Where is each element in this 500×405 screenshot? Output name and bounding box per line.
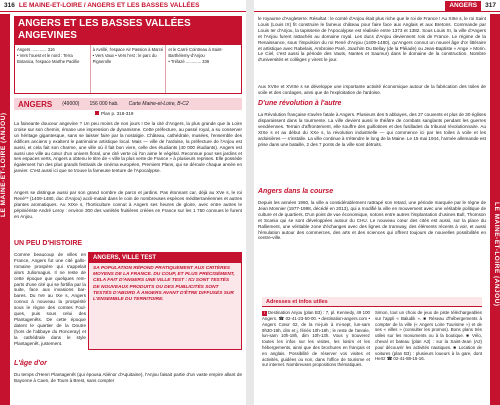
left-chapter-sidebar: LE MAINE-ET-LOIRE (ANJOU) xyxy=(0,14,10,405)
golden-age-heading: L'âge d'or xyxy=(14,360,47,367)
angers-test-callout xyxy=(88,252,242,350)
city-name: ANGERS xyxy=(18,99,53,109)
left-running-head xyxy=(0,0,246,12)
toc-column-3: et le Carré Cointreau à Saint-Barthélemy-d'Anjou • Trélazé ............. 336 xyxy=(168,47,223,64)
right-page-number: 317 xyxy=(485,2,496,9)
intro-paragraph-2: Angers se distingue aussi par son grand nombre de parcs et jardins. Pas étonnant car, déjà au XVe s, le roi René** (1409-1480, duc d'Anjou) accli-matait dans le coin de nombreuses espèces méditerranéennes et autres plantes aromatiques. Au XIXe s, l'horticulture connut à Angers ses heures de gloire, avec entre autres le pépiniériste André Leroy : environ 300 des variétés fruitières créées en France sur les 1 750 connues le furent en Anjou. xyxy=(14,190,242,219)
economy-paragraph: Aux XVIIe et XVIIIe s se développe une importante activité économique autour de la fabrication des toiles de voile et des cordages, ainsi que de l'exploitation de l'ardoise. xyxy=(258,84,486,95)
chapter-title: ANGERS ET LES BASSES VALLÉES ANGEVINES xyxy=(14,16,242,44)
left-running-head-text: LE MAINE-ET-LOIRE / ANGERS ET LES BASSES VALLÉES xyxy=(18,2,200,9)
callout-body: SA POPULATION RÉPOND PRATIQUEMENT AUX CRITÈRES MOYENS DE LA FRANCE. DU COUP, ET PLUS PRÉCISÉMENT, CELA FAIT D'ANGERS UNE VILLE TEST : ICI SONT TESTÉS DE NOUVEAUX PRODUITS OU DES PUBLICITÉS SONT TESTÉS D'ABORD À ANGERS AVANT D'ÊTRE DIFFUSÉS SUR L'ENSEMBLE DU TERRITOIRE. xyxy=(93,266,235,303)
revolution-heading: D'une révolution à l'autre xyxy=(258,100,342,107)
info-services: Simon, tout un choix de jeux de piste téléchargeables sur l'appli « Baludik ». ■ Réseau d'hébergements à compter de la ville (« Angers Loire Tourisme ») et de ses « villes » (consulter les promos). Bons plans très utiles sur les monuments ou à la boutique. ■ Vélo, cheval et bateau (plan A3) : sur la Saint-Jean (A2) pour découvrir les activités nautiques. ■ Location de voitures (plan B3) : plusieurs loueurs à la gare, dont Hertz ☎ 02-41-88-15-16. xyxy=(375,310,482,362)
info-tourist-office xyxy=(262,310,370,404)
history-heading: UN PEU D'HISTOIRE xyxy=(14,240,83,247)
plan-bullet-icon xyxy=(95,111,99,115)
race-heading: Angers dans la course xyxy=(258,188,334,195)
city-postcode: (49000) xyxy=(62,101,80,107)
useful-info-heading: Adresses et infos utiles xyxy=(262,297,482,307)
history-continued: le royaume d'Angleterre. Résultat : le comté d'Anjou était plus riche que le roi de France ! Au XIIIe s, le roi Saint Louis (Louis IX) fit construire le fameux château pour faire face aux Anglais et aux Bretons. Commande par Louis Ier d'Anjou, la tapisserie de l'Apocalypse est réalisée entre 1373 et 1382. Sous Louis XI, la ville d'Angers et l'Anjou furent rattachés au domaine royal. Les ducs d'Anjou deviennent rois de France. Le régime de la Renaissance, sous l'impulsion du roi René d'Anjou (1409-1480), qu'Angers connut un nouvel âge d'or littéraire et artistique avec Rabelais, Ambroise Paré, Joachim Du Bellay (de la Pléiade) ou Jean-Baptiste « Ange » Morin. Le Ciel, c'est aussi la période des Vauts, Nantes et Saumur) dans le domaine de la construction. Nombre d'universités et collèges y virent le jour. xyxy=(258,16,486,63)
plan-reference xyxy=(95,111,133,116)
golden-age-text: Du temps d'Henri Plantagenêt (qui épousa Aliénor d'Aquitaine), l'Anjou faisait partie d'un vaste empire allant de Bayonne à Caen, de Tours à Brest, sans compter xyxy=(14,372,242,383)
right-chapter-sidebar: LE MAINE-ET-LOIRE (ANJOU) xyxy=(490,14,500,405)
right-running-head-text: ANGERS xyxy=(445,1,481,11)
toc-column-1: Angers ............. 316 • Vers l'ouest et le nord : Terra Botanica, l'espace Marthe Pacillie xyxy=(15,45,91,93)
info-left-text: Destination Anjou (plan B3) : 7, pl. Kennedy, 49 100 Angers. ☎ 02-41-23-50-00. • destination-angers.com • Angers Cœur 02, de la mi-juin à mi-sept, lun-sam 9h30-19h, dim et j. fériés 10h-18h ; le reste de l'année, lun-sam 10h-18h, dim 10h-13h. Vous y trouverez toutes les infos sur les visites, les loisirs et les hébergements, ainsi que des brochures en français et en anglais. Possibilité de réserver vos visites et activités, guidées ou non, dans l'office de tourisme et sur internet. Nombreuses propositions thématiques. xyxy=(262,310,370,368)
race-text: Depuis les années 1960, la ville a considérablement rattrapé son retard, une période marquée par le règne de Jean Monnier (1977-1998, décédé en 2013), qui a modifié la ville en mouvement avec une véritable politique de culture et de quartiers. D'un point de vue économique, notons entre autres l'implantation d'usines Bull, Thomson et Scania qui se sont développées autour du CHU. Le nouveau cœur des cités est aussi, sur la place du Ralliement, une véritable zone d'échanges avec des lignes de tramway, des éléments récents à voir, et aussi l'émulation autour des commerces, des arts et des sciences qui offrent toujours de nouvelles possibilités en centre-ville. xyxy=(258,200,486,241)
callout-title: ANGERS, VILLE TEST xyxy=(89,253,241,263)
plan-reference-text: Plan p. 318-319 xyxy=(101,111,134,116)
city-header xyxy=(14,98,242,110)
history-text: Comme beaucoup de villes en France, Angers fut une cité gallo-romaine prospère qui s'appelait alors Juliomagus. Il ne reste de cette époque que quelques rem-parts d'une cité qui se fortifia par la suite, face aux invasions bar-bares. Du IVe au IXe s, Angers connut à nouveau la prospérité sous le règne des comtes Foul-ques, puis sous celui des Plantagenêts. De cette époque datent le quartier de la Doutre (hors de l'abbaye du Ronceray) et la cathédrale dans le style Plantagenêt, justement. xyxy=(14,252,86,346)
revolution-text: La Révolution française s'avère fatale à Angers. Plusieurs des 5 abbayes, des 27 couvents et plus de 30 églises disparaissent dans la tourmente. La ville devient aussi le théâtre de combats sanglants pendant les guerres vendéennes. Terrain d'affrontement, elle souffre des guillotines et des fusillades du tribunal révolutionnaire. Au XIXe s et au début du XXe s, la révolution industrielle — qui commence ici par les toiles à voile et les ardoisières — s'installe. La ville continue à s'étendre le long de la Maine. Le 15 mai 1944, l'armée allemande est prise dans une bataille, 2 des 7 ponts de la ville sont détruits. xyxy=(258,112,486,147)
left-page xyxy=(0,0,246,405)
right-running-head xyxy=(254,0,500,12)
page-gutter xyxy=(246,0,254,405)
city-map-ref: Carte Maine-et-Loire, B-C2 xyxy=(128,101,189,107)
left-page-number: 316 xyxy=(4,2,15,9)
toc-column-2: à Avrillé, l'espace Air Passion à Marcé • Vers Vaux • Vers l'est : le parc du Pignerolle xyxy=(91,45,167,93)
chapter-toc xyxy=(14,44,242,94)
intro-paragraph: La faineante douceur angevine ? Un peu moins de nos jours ! De la cité d'Angers, la plus grande que la Loire croise sur son chemin, émane une impression de dynamisme. Cette préfecture, au passé royal, a su conserver un héritage gigantesque, sans se laisser faire par la nostalgie. Château, cathédrale, musées, l'ensemble des édifices anciens y exaltent le patrimoine artistique local. Mais — ville de l'ardoise, la préfecture de l'Anjou est aussi, et cela fait son charme, une ville où il fait bon vivre, celle des étudiants (40 000 étudiants). Angers est aussi une ville au cœur d'un univers floral, une cité verte où l'on aime le végétal. Reconnue pour ses jardins et ses espaces verts, Angers a obtenu le titre de « ville la plus verte de France » à plusieurs reprises. Elle possède également l'un des plus grands festivals de cinéma européen, Premiers Plans, qui se déroule chaque année en janvier. C'est aussi ici que se trouve la fameuse tenture de l'Apocalypse. xyxy=(14,121,242,174)
city-population: 156 000 hab. xyxy=(89,101,119,107)
info-icon: i xyxy=(262,311,267,316)
